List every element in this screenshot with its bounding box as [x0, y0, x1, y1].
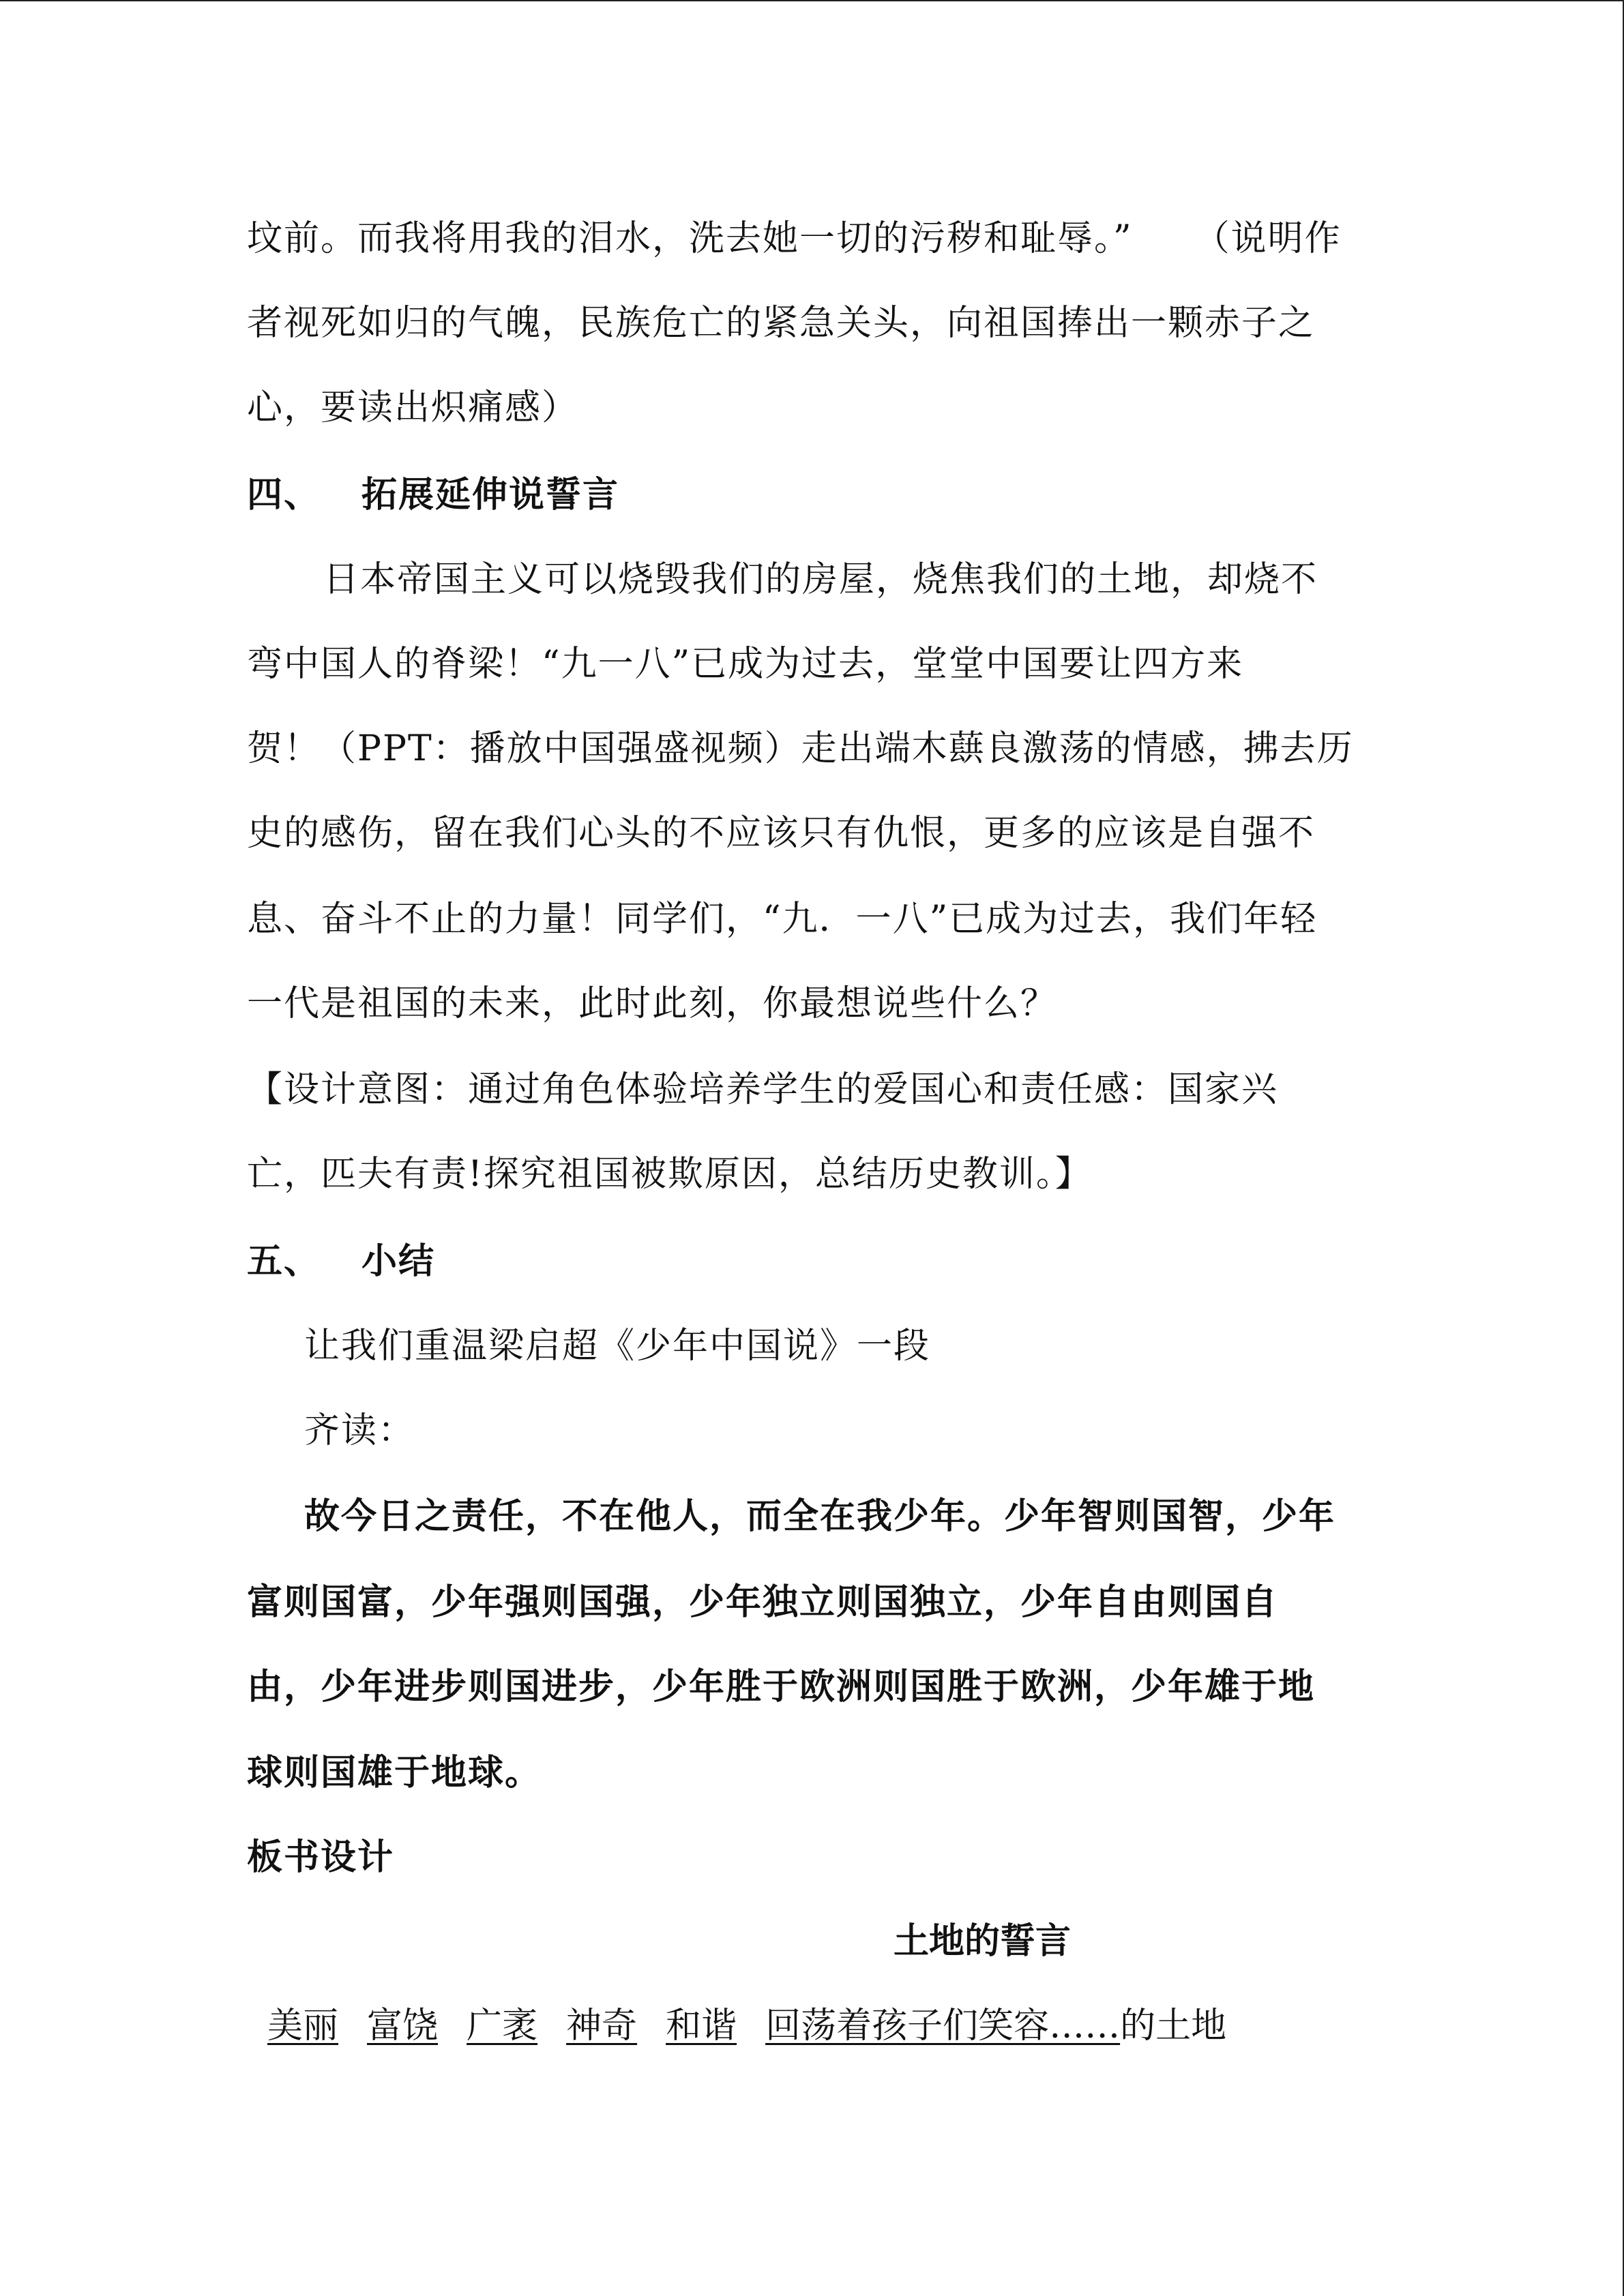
board-word: 回荡着孩子们笑容……	[765, 2006, 1121, 2046]
section-5-heading	[247, 1240, 435, 1283]
section-5-title: 小结	[361, 1241, 436, 1282]
quote-line-3: 由，少年进步则国进步，少年胜于欧洲则国胜于欧洲，少年雄于地	[247, 1667, 1316, 1708]
board-title: 土地的誓言	[894, 1921, 1072, 1962]
board-design-label: 板书设计	[247, 1837, 395, 1878]
read-aloud-label: 齐读：	[304, 1410, 415, 1451]
board-word: 和谐	[666, 2006, 737, 2046]
board-word: 神奇	[566, 2006, 638, 2046]
quote-line-1: 故今日之责任，不在他人，而全在我少年。少年智则国智，少年	[304, 1496, 1336, 1537]
section-4-title: 拓展延伸说誓言	[361, 475, 620, 516]
board-row	[267, 2004, 1226, 2048]
paragraph-line-3: 心，要读出炽痛感）	[247, 387, 579, 428]
section-4-number: 四、	[247, 475, 321, 516]
design-intent-line-2: 亡，匹夫有责!探究祖国被欺原因，总结历史教训。】	[247, 1154, 1092, 1195]
board-word: 广袤	[467, 2006, 538, 2046]
paragraph-line-2: 者视死如归的气魄，民族危亡的紧急关头，向祖国捧出一颗赤子之	[247, 303, 1316, 344]
board-suffix: 的土地	[1120, 2006, 1227, 2046]
design-intent-line-1: 【设计意图：通过角色体验培养学生的爱国心和责任感：国家兴	[247, 1069, 1279, 1110]
note-text: （说明作	[1194, 218, 1342, 259]
section-4-line-2: 弯中国人的脊梁！“九一八”已成为过去，堂堂中国要让四方来	[247, 644, 1244, 685]
board-words	[267, 2006, 1120, 2046]
summary-intro: 让我们重温梁启超《少年中国说》一段	[304, 1326, 931, 1367]
section-4-line-4: 史的感伤，留在我们心头的不应该只有仇恨，更多的应该是自强不	[247, 813, 1316, 854]
section-4-line-1: 日本帝国主义可以烧毁我们的房屋，烧焦我们的土地，却烧不	[323, 559, 1318, 600]
quote-line-4: 球则国雄于地球。	[247, 1753, 542, 1793]
section-4-line-3: 贺！（PPT：播放中国强盛视频）走出端木蕻良激荡的情感，拂去历	[247, 728, 1354, 769]
board-word: 富饶	[367, 2006, 439, 2046]
section-5-number: 五、	[247, 1241, 321, 1282]
quote-text: 坟前。而我将用我的泪水，洗去她一切的污秽和耻辱。”	[247, 218, 1133, 259]
section-4-line-5: 息、奋斗不止的力量！同学们，“九．一八”已成为过去，我们年轻	[247, 899, 1318, 940]
section-4-line-6: 一代是祖国的未来，此时此刻，你最想说些什么？	[247, 983, 1058, 1024]
board-word: 美丽	[267, 2006, 339, 2046]
quote-line-2: 富则国富，少年强则国强，少年独立则国独立，少年自由则国自	[247, 1582, 1279, 1623]
section-4-heading	[247, 473, 619, 517]
paragraph-line-1	[247, 217, 1342, 260]
